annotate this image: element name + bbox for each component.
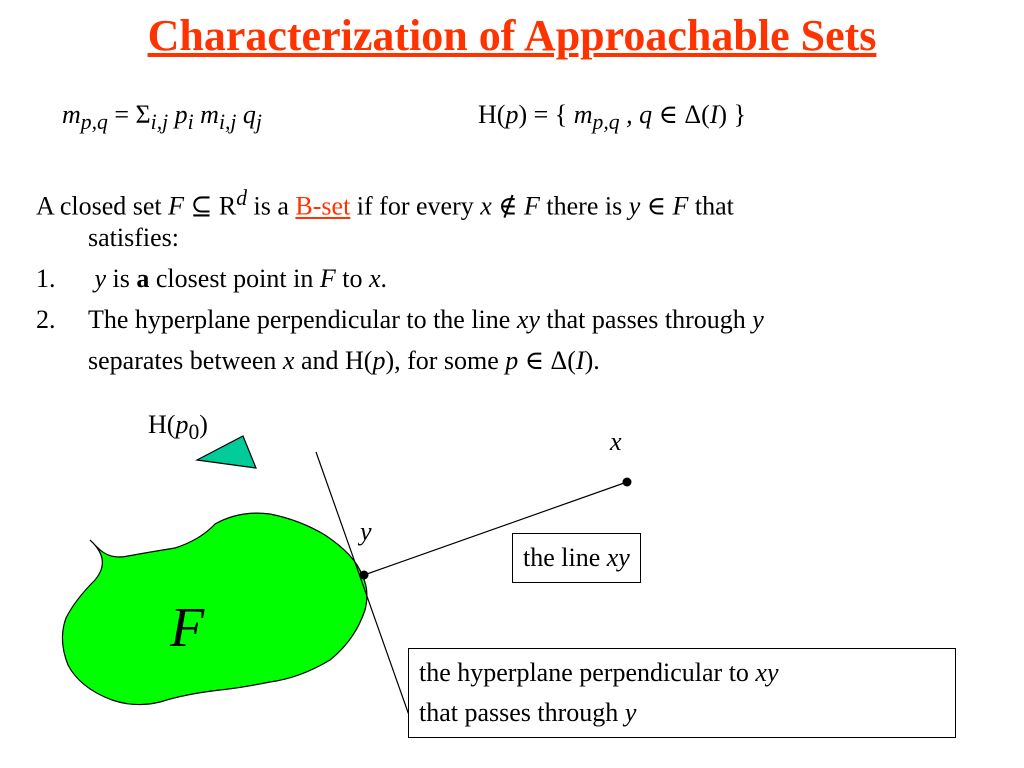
def-notin: ∉: [491, 191, 525, 221]
formula-m: m: [62, 100, 81, 129]
item1-F: F: [319, 264, 336, 293]
hyper-callout-text-2: that passes through: [419, 698, 625, 727]
formula-sum: Σ: [135, 100, 151, 129]
item2-number: 2.: [36, 305, 56, 334]
y-label: [360, 517, 372, 547]
H-p0-var: p: [175, 410, 189, 439]
item1-to: to: [335, 264, 369, 293]
def-y: y: [628, 191, 641, 221]
formula-H-I: I: [709, 100, 719, 129]
def-d: d: [236, 186, 248, 210]
F-label: [170, 596, 204, 660]
formula-sub-j: j: [255, 110, 262, 135]
def-F2: F: [524, 191, 540, 221]
formula-sub-ij: i,j: [150, 110, 169, 135]
def-text-1: A closed set: [36, 191, 169, 221]
item2-and: and H(: [294, 346, 373, 375]
item2-y: y: [752, 305, 764, 334]
H-p0-label: [148, 410, 208, 445]
set-F-shape: [62, 513, 366, 704]
H-label: H(: [148, 410, 176, 439]
slide-title: Characterization of Approachable Sets: [147, 11, 877, 60]
formula-H-elem: ∈: [658, 100, 678, 129]
formula-eq: =: [107, 100, 136, 129]
formula-H-q: , q: [619, 100, 659, 129]
line-callout-text: the line: [523, 543, 607, 572]
H-p0-sub: 0: [188, 420, 200, 445]
item1-x: x: [368, 264, 381, 293]
item2-in: ∈ Δ(: [518, 346, 576, 375]
item1-dot: .: [380, 264, 387, 293]
item1-number: 1.: [36, 264, 56, 293]
formula-H-rest: ) = {: [518, 100, 574, 129]
item2-text-1: The hyperplane perpendicular to the line: [88, 305, 517, 334]
hyper-callout-line-1: [419, 653, 945, 693]
item2-text-2: separates between: [88, 346, 283, 375]
item1-y: y: [88, 264, 107, 293]
item1-text: closest point in: [149, 264, 320, 293]
x-label-text: x: [610, 427, 622, 456]
def-F: F: [168, 191, 185, 221]
item2-x: x: [282, 346, 295, 375]
formula-H-p-var: p: [505, 100, 519, 129]
item1-is: is: [106, 264, 137, 293]
item2-end: ).: [584, 346, 600, 375]
hyperplane-callout: [408, 648, 956, 738]
def-F3: F: [672, 191, 689, 221]
formula-H: H(: [478, 100, 506, 129]
hyper-callout-xy: xy: [755, 658, 779, 687]
hyper-callout-line-2: [419, 693, 945, 733]
item2-I: I: [575, 346, 585, 375]
def-subset: ⊆: [184, 191, 219, 221]
def-in: ∈: [640, 191, 673, 221]
y-label-text: y: [360, 517, 372, 546]
formula-p: p: [168, 100, 188, 129]
H-close: ): [199, 410, 208, 439]
F-label-text: F: [170, 597, 205, 659]
line-xy-callout: [512, 533, 641, 583]
point-x: [623, 478, 632, 487]
bset-link[interactable]: B-set: [295, 191, 351, 221]
point-y: [360, 571, 369, 580]
item2-p2: p: [505, 346, 519, 375]
def-text-2: is a: [247, 191, 296, 221]
item2-text-1b: that passes through: [539, 305, 753, 334]
x-label: [610, 427, 622, 457]
item1-a: a: [136, 264, 150, 293]
formula-H-sub-pq: p,q: [592, 110, 620, 135]
formula-H-m: m: [573, 100, 593, 129]
formula-sub-i: i: [187, 110, 194, 135]
item2-xy: xy: [516, 305, 540, 334]
def-R: R: [218, 191, 237, 221]
formula-m2: m: [193, 100, 219, 129]
def-text-5: that: [688, 191, 734, 221]
hyper-callout-text-1: the hyperplane perpendicular to: [419, 658, 756, 687]
item2-some: ), for some: [385, 346, 506, 375]
formula-H-delta: Δ(: [677, 100, 710, 129]
formula-q: q: [236, 100, 256, 129]
item2-p: p: [372, 346, 386, 375]
def-text-6: satisfies:: [88, 223, 179, 252]
hyper-callout-y: y: [624, 698, 637, 727]
def-text-4: there is: [539, 191, 629, 221]
formula-sub-pq: p,q: [80, 110, 108, 135]
def-x: x: [480, 191, 492, 221]
line-callout-xy: xy: [606, 543, 630, 572]
def-text-3: if for every: [350, 191, 481, 221]
formula-sub-ij2: i,j: [218, 110, 237, 135]
formula-H-close: ) }: [718, 100, 747, 129]
